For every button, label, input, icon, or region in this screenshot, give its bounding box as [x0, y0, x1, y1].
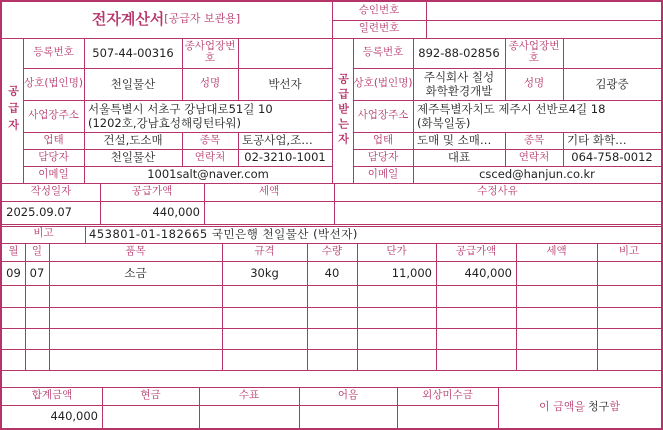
- buyer-side-label: 공급받는자: [336, 73, 350, 148]
- supplier-contact: 02-3210-1001: [244, 150, 326, 165]
- supplier-name-label: 성명: [199, 77, 221, 90]
- buyer-address-label: 사업장주소: [357, 109, 409, 122]
- supplier-name: 박선자: [268, 76, 302, 91]
- date-label: 작성일자: [30, 185, 72, 198]
- buyer-address-line2: (화북일동): [417, 116, 471, 130]
- col-header-day: 일: [31, 245, 43, 258]
- buyer-reg-no: 892-88-02856: [418, 45, 500, 60]
- supplier-contact-label: 연락처: [194, 150, 226, 163]
- claim-suffix: 함: [609, 400, 620, 414]
- supply-amount: 440,000: [152, 204, 200, 219]
- supplier-address-line1: 서울특별시 서초구 강남대로51길 10: [88, 102, 273, 116]
- supply-amount-label: 공급가액: [131, 185, 173, 198]
- serial-no-label: 일련번호: [358, 22, 400, 35]
- supplier-biz-item: 토공사업,조…: [242, 133, 313, 148]
- col-header-item: 품목: [125, 245, 146, 258]
- supplier-manager-label: 담당자: [38, 150, 69, 163]
- cell-unit-price: 11,000: [391, 265, 432, 280]
- buyer-manager-label: 담당자: [367, 150, 399, 163]
- col-header-unit-price: 단가: [386, 245, 407, 258]
- supplier-company-label: 상호(법인명): [24, 77, 83, 90]
- approval-no-label: 승인번호: [358, 4, 400, 17]
- revision-reason-label: 수정사유: [477, 185, 518, 198]
- invoice-title-sub: [공급자 보관용]: [164, 11, 241, 25]
- invoice-title: 전자계산서: [91, 9, 165, 28]
- buyer-name: 김광중: [595, 76, 629, 91]
- cell-month: 09: [6, 265, 21, 280]
- col-header-spec: 규격: [254, 245, 275, 258]
- note-label: 비고: [33, 227, 54, 240]
- supplier-reg-no-label: 등록번호: [33, 46, 74, 59]
- supplier-company: 천일물산: [110, 76, 156, 91]
- buyer-email: csced@hanjun.co.kr: [479, 167, 595, 182]
- check-label: 수표: [238, 389, 260, 402]
- note-value: 453801-01-182665 국민은행 천일물산 (박선자): [89, 226, 358, 241]
- buyer-biz-type: 도매 및 소매…: [417, 133, 492, 148]
- supplier-email: 1001salt@naver.com: [147, 167, 269, 182]
- col-header-month: 월: [8, 245, 19, 258]
- buyer-biz-type-label: 업태: [372, 133, 394, 146]
- claim-word: 청구: [588, 400, 610, 414]
- total-amount: 440,000: [50, 409, 98, 424]
- total-label: 합계금액: [31, 389, 73, 402]
- buyer-sub-biz-label: 종사업장번호: [508, 40, 560, 64]
- supplier-address-label: 사업장주소: [28, 109, 79, 122]
- tax-amount-label: 세액: [258, 185, 280, 198]
- supplier-manager: 천일물산: [110, 150, 156, 165]
- buyer-company-line2: 화학환경개발: [425, 84, 493, 98]
- supplier-sub-biz-label: 종사업장번호: [184, 40, 236, 64]
- credit-label: 외상미수금: [422, 389, 473, 402]
- buyer-company-label: 상호(법인명): [353, 77, 413, 90]
- buyer-biz-item: 기타 화학…: [567, 133, 627, 148]
- buyer-contact: 064-758-0012: [571, 150, 653, 165]
- issue-date: 2025.09.07: [6, 204, 72, 219]
- buyer-email-label: 이메일: [367, 167, 399, 180]
- buyer-reg-no-label: 등록번호: [362, 46, 404, 59]
- cell-qty: 40: [324, 265, 340, 280]
- supplier-email-label: 이메일: [38, 167, 69, 180]
- claim-prefix: 이 금액을: [539, 400, 586, 414]
- cell-item: 소금: [124, 265, 147, 280]
- promissory-note-label: 어음: [337, 389, 359, 402]
- cell-supply: 440,000: [464, 265, 512, 280]
- buyer-name-label: 성명: [523, 77, 545, 90]
- buyer-company-line1: 주식회사 칠성: [423, 70, 495, 84]
- buyer-manager: 대표: [447, 150, 471, 165]
- supplier-biz-type: 건설,도소매: [103, 133, 163, 148]
- supplier-biz-type-label: 업태: [43, 133, 64, 146]
- cash-label: 현금: [140, 389, 161, 402]
- supplier-reg-no: 507-44-00316: [92, 45, 174, 60]
- col-header-note: 비고: [618, 245, 640, 258]
- buyer-biz-item-label: 종목: [523, 133, 545, 146]
- col-header-supply: 공급가액: [455, 245, 497, 258]
- supplier-side-label: 공급자: [6, 85, 20, 136]
- cell-spec: 30kg: [250, 265, 279, 280]
- buyer-contact-label: 연락처: [518, 150, 550, 163]
- buyer-address-line1: 제주특별자치도 제주시 선반로4길 18: [417, 102, 606, 116]
- col-header-tax: 세액: [546, 245, 567, 258]
- supplier-address-line2: (1202호,강남효성해링턴타워): [88, 116, 241, 130]
- cell-day: 07: [29, 265, 45, 280]
- supplier-biz-item-label: 종목: [199, 133, 221, 146]
- col-header-qty: 수량: [321, 245, 343, 258]
